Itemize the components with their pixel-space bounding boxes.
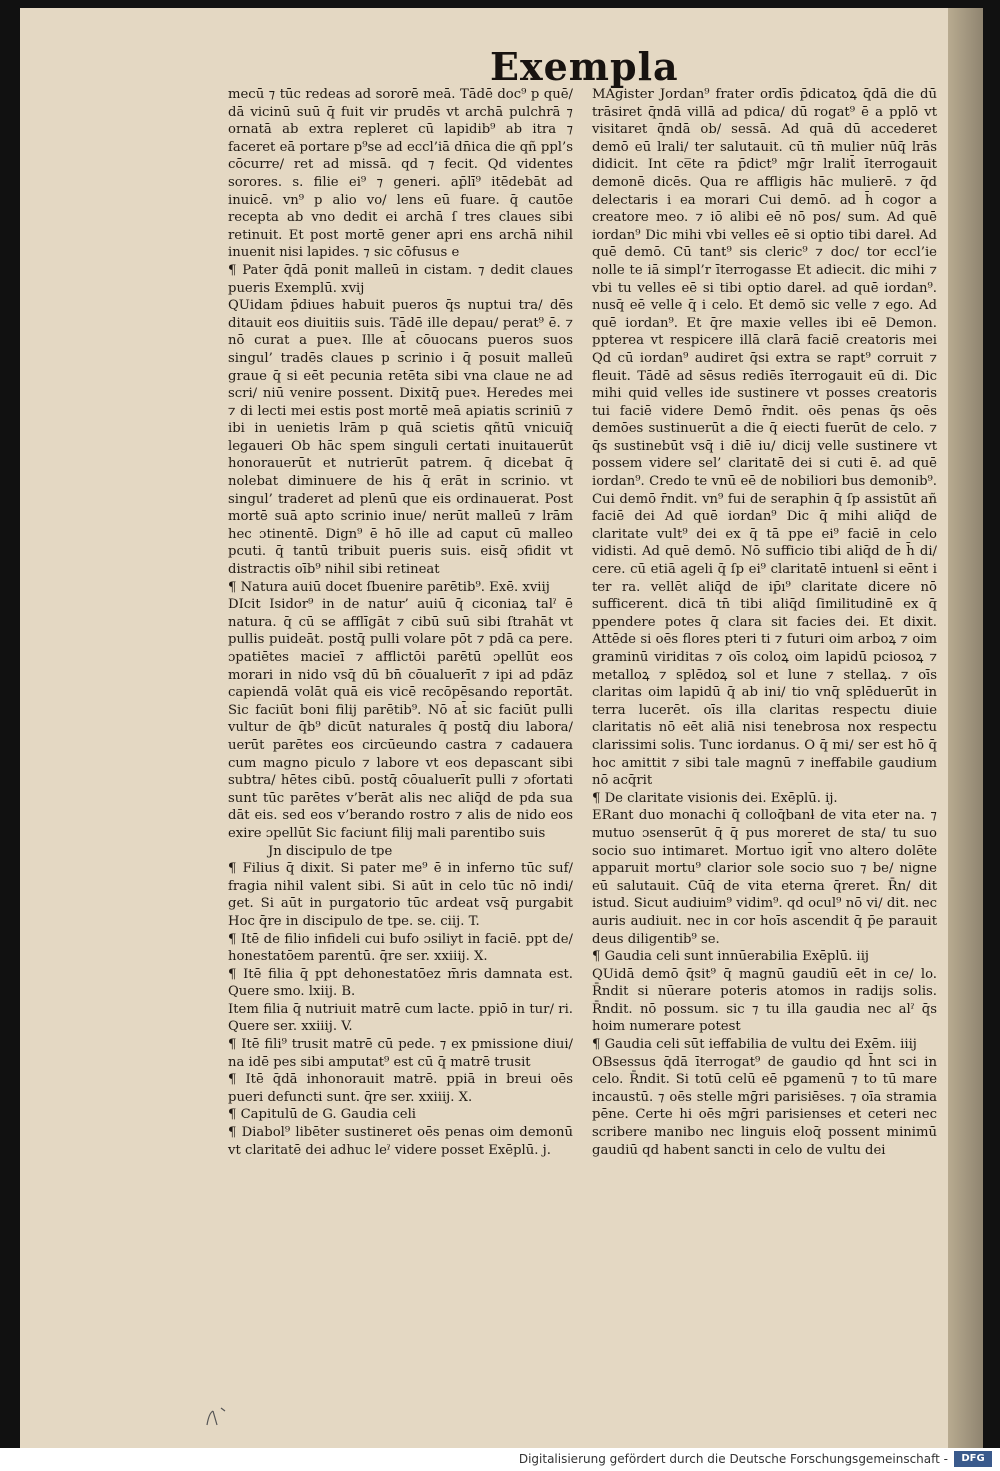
rubric: ¶ Pater q̄dā ponit malleū in cistam. ⁊ dedit claues pueris Exemplū. xvij (228, 262, 573, 296)
rubric: ¶ Capitulū de G. Gaudia celi (228, 1107, 417, 1123)
footer-bar (0, 1448, 1000, 1471)
rubric: ¶ De claritate visionis dei. Exēplū. ij. (592, 790, 838, 806)
text-paragraph: ¶ Diabol⁹ libēter sustineret oēs penas oim demonū vt claritatē dei adhuc leˀ videre posset Exēplū. j. (228, 1125, 573, 1158)
text-paragraph: ¶ Itē filia q̄ ppt dehonestatōez m̄ris damnata est. Quere smo. lxiij. B. (228, 966, 573, 1000)
text-paragraph: QUidam p̄diues habuit pueros q̄s nuptui tra/ dēs ditauit eos diuitiis suis. Tādē ille depau/ perat⁹ ē. ⁊ nō curat a pueꝛ. Ille at̄ cōuocans pueros suos singul’ tradēs claues p scrinio i q̄ posuit malleū graue q̄ si eēt pecunia retēta sibi vna claue ne ad scri/ niū venire possent. Dixitq̄ pueꝛ. Heredes mei ⁊ di lecti mei estis post mortē meā apiatis scriniū ⁊ ibi in uenietis lrām p quā scietis qñtū vnicuiq̄ legaueri Ob hāc spem singuli certati inuitauerūt honorauerūt et nutrierūt patrem. q̄ dicebat q̄ nolebat diminuere de his q̄ erāt in scrinio. vt singul’ traderet ad plenū que eis ordinauerat. Post mortē suā apto scrinio inue/ nerūt malleū ⁊ lrām hec ɔtinentē. Dign⁹ ē hō ille ad caput cū malleo pcuti. q̄ tantū tribuit pueris suis. eisq̄ ɔfidit vt distractis oīb⁹ nihil sibi retineat (228, 298, 573, 578)
text-paragraph: DIcit Isidor⁹ in de natur’ auiū q̄ ciconiaꝝ talˀ ē natura. q̄ cū se afflīgāt ⁊ cibū suū sibi ſtrahāt vt pullis puideāt. postq̄ pulli volare pōt ⁊ pdā ca pere. ɔpatiētes macieī ⁊ afflictōi parētū ɔpellūt eos morari in nido vsq̄ dū bn̄ cōualuerīt ⁊ ipi ad pdāz capiendā volāt quā eis vicē recōpēsando reportāt. Sic faciūt boni filij parētib⁹. Nō at̄ sic faciūt pulli vultur de q̄b⁹ dicūt naturales q̄ postq̄ diu labora/ uerūt parētes eos circūeundo castra ⁊ cadauera cum magno piculo ⁊ labore vt eos depascant sibi subtra/ hētes cibū. postq̄ cōualuerīt pulli ⁊ ɔfortati sunt tūc parētes v’berāt alis nec aliq̄d de pda sua dāt eis. sed eos v’berando rostro ⁊ alis de nido eos exire ɔpellūt Sic faciunt filij mali parentibo suis (228, 597, 573, 841)
text-paragraph: QUidā demō q̄sit⁹ q̄ magnū gaudiū eēt in ce/ lo. R̄ndit si nūerare poteris atomos in radijs solis. R̄ndit. nō possum. sic ⁊ tu illa gaudia nec alˀ q̄s hoim numerare potest (592, 966, 937, 1035)
dfg-logo-icon: DFG (954, 1451, 992, 1467)
text-paragraph: ¶ Itē fili⁹ trusit matrē cū pede. ⁊ ex pmissione diui/ na idē pes sibi amputat⁹ est cū q̄ matrē trusit (228, 1037, 573, 1070)
rubric: Jn discipulo de tpe (268, 843, 393, 859)
text-paragraph: ¶ Itē q̄dā inhonorauit matrē. ppiā in breui oēs pueri defuncti sunt. q̄re ser. xxiiij. X. (228, 1072, 573, 1105)
text-paragraph: mecū ⁊ tūc redeas ad sororē meā. Tādē doc⁹ p quē/ dā vicinū suū q̄ fuit vir prudēs vt archā pulchrā ⁊ ornatā ab extra repleret cū lapidib⁹ ab itra ⁊ faceret eā portare p⁹se ad eccl’iā dn̄ica die qñ ppl’s cōcurre/ ret ad missā. qd ⁊ fecit. Qd videntes sorores. s. filie ei⁹ ⁊ generi. ap̄lī⁹ itēdebāt ad inuicē. vn⁹ p alio vo/ lens eū fuare. q̄ cautōe recepta ab vno dedit ei archā ſ tres claues sibi retinuit. Et post mortē gener apri ens archā nihil inuenit nisi lapides. ⁊ sic cōfusus e (228, 87, 573, 261)
text-paragraph: Item filia q̄ nutriuit matrē cum lacte. ppiō in tur/ ri. Quere ser. xxiiij. V. (228, 1001, 573, 1035)
text-paragraph: OBsessus q̄dā īterrogat⁹ de gaudio qd h̄nt sci in celo. R̄ndit. Si totū celū eē pgamenū ⁊ to tū mare incaustū. ⁊ oēs stelle mḡri parisiēses. ⁊ oīa stramia pēne. Certe hi oēs mḡri parisienses et ceteri nec scribere manibo nec linguis eloq̄ possent minimū gaudiū qd habent sancti in celo de vultu dei (592, 1054, 937, 1158)
left-column (228, 86, 573, 1159)
rubric: ¶ Gaudia celi sunt innūerabilia Exēplū. iij (592, 949, 869, 965)
text-paragraph: ERant duo monachi q̄ colloq̄banƚ de vita eter na. ⁊ mutuo ɔsenserūt q̄ q̄ pus moreret de sta/ tu suo socio suo intimaret. Mortuo igit̄ vno altero dolēte apparuit mortu⁹ clarior sole socio suo ⁊ be/ nigne eū salutauit. Cūq̄ de vita eterna q̄reret. R̄n/ dit istud. Sicut audiuim⁹ vidim⁹. qd ocul⁹ nō vi/ dit. nec auris audiuit. nec in cor hoīs ascendit q̄ p̄e parauit deus diligentib⁹ se. (592, 808, 937, 947)
right-column (592, 86, 937, 1159)
running-title: Exempla (490, 44, 679, 89)
pencil-mark-icon (203, 1405, 231, 1429)
text-paragraph: MAgister Jordan⁹ frater ordīs p̄dicatoꝝ q̄dā die dū trāsiret q̄ndā villā ad pdica/ dū rogat⁹ ē a pplō vt visitaret q̄ndā ob/ sessā. Ad quā dū accederet demō eū lrali/ ter salutauit. cū tn̄ mulier nūq̄ lrās didicit. Int ce̅te ra p̄dict⁹ mḡr lralit̄ īterrogauit demonē dicēs. Qua re affligis hāc mulierē. ⁊ q̄d delectaris i ea morari Cui demō. ad h̄ cogor a creatore meo. ⁊ iō alibi eē nō pos/ sum. Ad quē iordan⁹ Dic mihi vbi velles eē si optio tibi dareƚ. Ad quē demō. Cū tant⁹ sis cleric⁹ ⁊ doc/ tor eccl’ie nolle te iā simpl’r īterrogasse Et adiecit. dic mihi ⁊ vbi tu velles eē si tibi optio dareƚ. ad quē iordan⁹. nusq̄ eē velle q̄ i celo. Et demō sic velle ⁊ ego. Ad quē iordan⁹. Et q̄re maxie velles ibi eē Demon. ppterea vt respicere illā clarā faciē creatoris mei Qd cū iordan⁹ audiret q̄si extra se rapt⁹ corruit ⁊ fleuit. Tādē ad sēsus rediēs īterrogauit eū di. Dic mihi quid velles ide sustinere vt posses creatoris tui faciē videre Demō r̄ndit. oēs penas q̄s oēs demōes sustinuerūt a die q̄ eiecti fuerūt de celo. ⁊ q̄s sustinebūt vsq̄ i diē iu/ dicij velle sustinere vt possem videre sel’ claritatē dei si cuti ē. ad quē iordan⁹. Credo te vnū eē de nobiliori bus demonib⁹. Cui demō r̄ndit. vn⁹ fui de seraphin q̄ ſp assistūt añ faciē dei Ad quē iordan⁹ Dic q̄ mihi aliq̄d de claritate vult⁹ dei ex q̄ tā ppe ei⁹ faciē in celo vidisti. Ad quē demō. Nō sufficio tibi aliq̄d de h̄ di/ cere. cū etiā ageli q̄ ſp ei⁹ claritatē intuenƚ si eēnt i ter ra. vellēt aliq̄d de ip̄ı⁹ claritate dicere nō sufficerent. dicā tn̄ tibi aliq̄d ſimilitudinē ex q̄ ppendere potes q̄ clara sit facies dei. Et dixit. Attēde si oēs flores pteri ti ⁊ futuri oim arboꝝ ⁊ oim graminū viriditas ⁊ oīs coloꝝ oim lapidū pciosoꝝ ⁊ metalloꝝ ⁊ splēdoꝝ sol et lune ⁊ stellaꝝ. ⁊ oīs claritas oim lapidū q̄ ab ini/ tio vnq̄ splēduerūt in terra lucerēt. oīs illa claritas respectu diuie claritatis nō eēt aliā nisi tenebrosa nox respectu clarissimi solis. Tunc iordanus. O q̄ mi/ ser est hō q̄ hoc amittit ⁊ sibi tale magnū ⁊ ineffabile gaudium nō acq̄rit (592, 87, 937, 789)
text-paragraph: ¶ Itē de filio infideli cui bufo ɔsiliyt in faciē. ppt de/ honestatōem parentū. q̄re ser. xxiiij. X. (228, 931, 573, 965)
rubric: ¶ Gaudia celi sūt ieffabilia de vultu dei Exēm. iiij (592, 1037, 917, 1053)
funding-credit: Digitalisierung gefördert durch die Deutsche Forschungsgemeinschaft - (518, 1452, 948, 1466)
binding-gutter (948, 8, 983, 1448)
rubric: ¶ Natura auiū docet ſbuenire parētib⁹. Exē. xviij (228, 579, 550, 595)
text-paragraph: ¶ Filius q̄ dixit. Si pater me⁹ ē in inferno tūc suf/ fragia nihil valent sibi. Si aūt in celo tūc nō indi/ get. Si aūt in purgatorio tūc ardeat vsq̄ purgabit Hoc q̄re in discipulo de tpe. se. ciij. T. (228, 861, 573, 929)
